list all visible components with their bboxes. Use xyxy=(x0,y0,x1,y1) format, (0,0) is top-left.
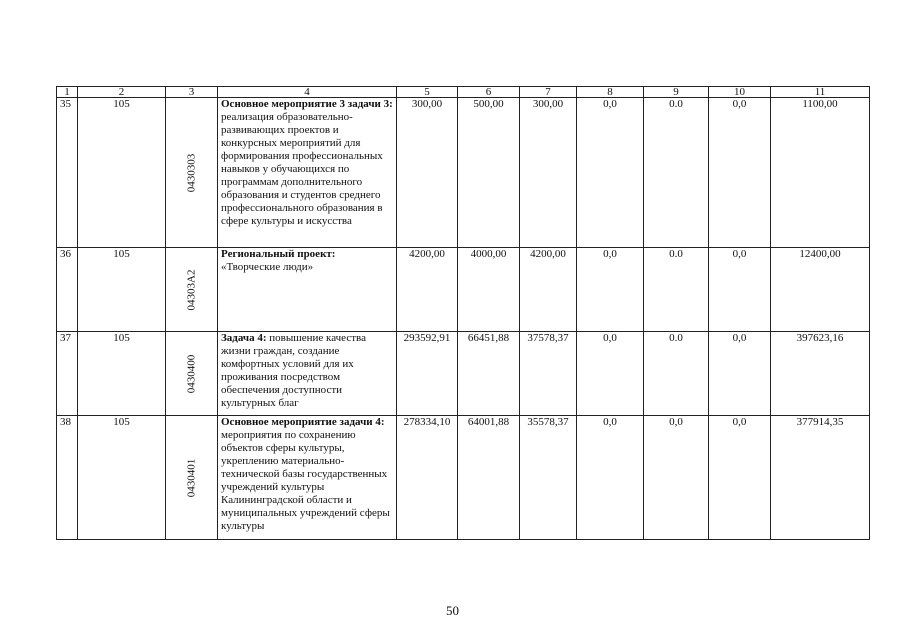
description xyxy=(218,98,397,248)
table-row xyxy=(57,416,870,540)
value-col5: 4200,00 xyxy=(397,248,458,332)
description-text: мероприятия по сохранению объектов сферы культуры, укреплению материально-технической базы государственных учреждений культуры Калининградской области и муниципальных учреждений сферы культуры xyxy=(221,429,390,532)
value-col9: 0,0 xyxy=(644,416,709,540)
value-col8: 0,0 xyxy=(577,332,644,416)
row-number: 36 xyxy=(57,248,78,332)
value-col6: 64001,88 xyxy=(458,416,520,540)
description xyxy=(218,248,397,332)
program-code-cell xyxy=(166,98,218,248)
column-header: 6 xyxy=(458,87,520,98)
column-header: 2 xyxy=(78,87,166,98)
column-header: 8 xyxy=(577,87,644,98)
column-header: 7 xyxy=(520,87,577,98)
value-col5: 300,00 xyxy=(397,98,458,248)
program-code-cell xyxy=(166,332,218,416)
page-number: 50 xyxy=(446,603,459,618)
value-col10: 0,0 xyxy=(709,248,771,332)
description-text: повышение качества жизни граждан, создание комфортных условий для их проживания посредством обеспечения доступности культурных благ xyxy=(221,332,366,409)
budget-table xyxy=(56,86,870,540)
value-col11: 12400,00 xyxy=(771,248,870,332)
value-col8: 0,0 xyxy=(577,248,644,332)
value-col11: 377914,35 xyxy=(771,416,870,540)
value-col6: 4000,00 xyxy=(458,248,520,332)
column-header: 10 xyxy=(709,87,771,98)
column-header: 4 xyxy=(218,87,397,98)
value-col11: 1100,00 xyxy=(771,98,870,248)
budget-code: 105 xyxy=(78,98,166,248)
program-code-cell xyxy=(166,416,218,540)
budget-code: 105 xyxy=(78,248,166,332)
program-code: 0430400 xyxy=(185,354,197,393)
column-header: 9 xyxy=(644,87,709,98)
description-title: Региональный проект: xyxy=(221,248,336,260)
value-col8: 0,0 xyxy=(577,416,644,540)
value-col5: 293592,91 xyxy=(397,332,458,416)
value-col6: 500,00 xyxy=(458,98,520,248)
program-code: 0430303 xyxy=(185,153,197,192)
row-number: 37 xyxy=(57,332,78,416)
column-header: 11 xyxy=(771,87,870,98)
value-col10: 0,0 xyxy=(709,98,771,248)
column-header: 1 xyxy=(57,87,78,98)
description-title: Основное мероприятие задачи 4: xyxy=(221,416,385,428)
value-col6: 66451,88 xyxy=(458,332,520,416)
column-header: 3 xyxy=(166,87,218,98)
budget-code: 105 xyxy=(78,416,166,540)
value-col7: 35578,37 xyxy=(520,416,577,540)
value-col5: 278334,10 xyxy=(397,416,458,540)
table-row xyxy=(57,98,870,248)
value-col7: 4200,00 xyxy=(520,248,577,332)
value-col9: 0.0 xyxy=(644,248,709,332)
description-title: Задача 4: xyxy=(221,332,267,344)
description-text: реализация образовательно-развивающих проектов и конкурсных мероприятий для формирования профессиональных навыков у обучающихся по программам дополнительного образования и студентов среднего профессионального образования в сфере культуры и искусства xyxy=(221,111,383,227)
row-number: 35 xyxy=(57,98,78,248)
description-title: Основное мероприятие 3 задачи 3: xyxy=(221,98,393,110)
table-row xyxy=(57,332,870,416)
description-text: «Творческие люди» xyxy=(221,261,314,273)
description xyxy=(218,416,397,540)
budget-code: 105 xyxy=(78,332,166,416)
row-number: 38 xyxy=(57,416,78,540)
column-header: 5 xyxy=(397,87,458,98)
value-col7: 300,00 xyxy=(520,98,577,248)
program-code: 04303A2 xyxy=(185,269,197,310)
description xyxy=(218,332,397,416)
table-row xyxy=(57,248,870,332)
value-col10: 0,0 xyxy=(709,416,771,540)
value-col10: 0,0 xyxy=(709,332,771,416)
table-header-row xyxy=(57,87,870,98)
value-col8: 0,0 xyxy=(577,98,644,248)
value-col9: 0.0 xyxy=(644,98,709,248)
program-code: 0430401 xyxy=(185,458,197,497)
program-code-cell xyxy=(166,248,218,332)
value-col11: 397623,16 xyxy=(771,332,870,416)
value-col9: 0.0 xyxy=(644,332,709,416)
value-col7: 37578,37 xyxy=(520,332,577,416)
